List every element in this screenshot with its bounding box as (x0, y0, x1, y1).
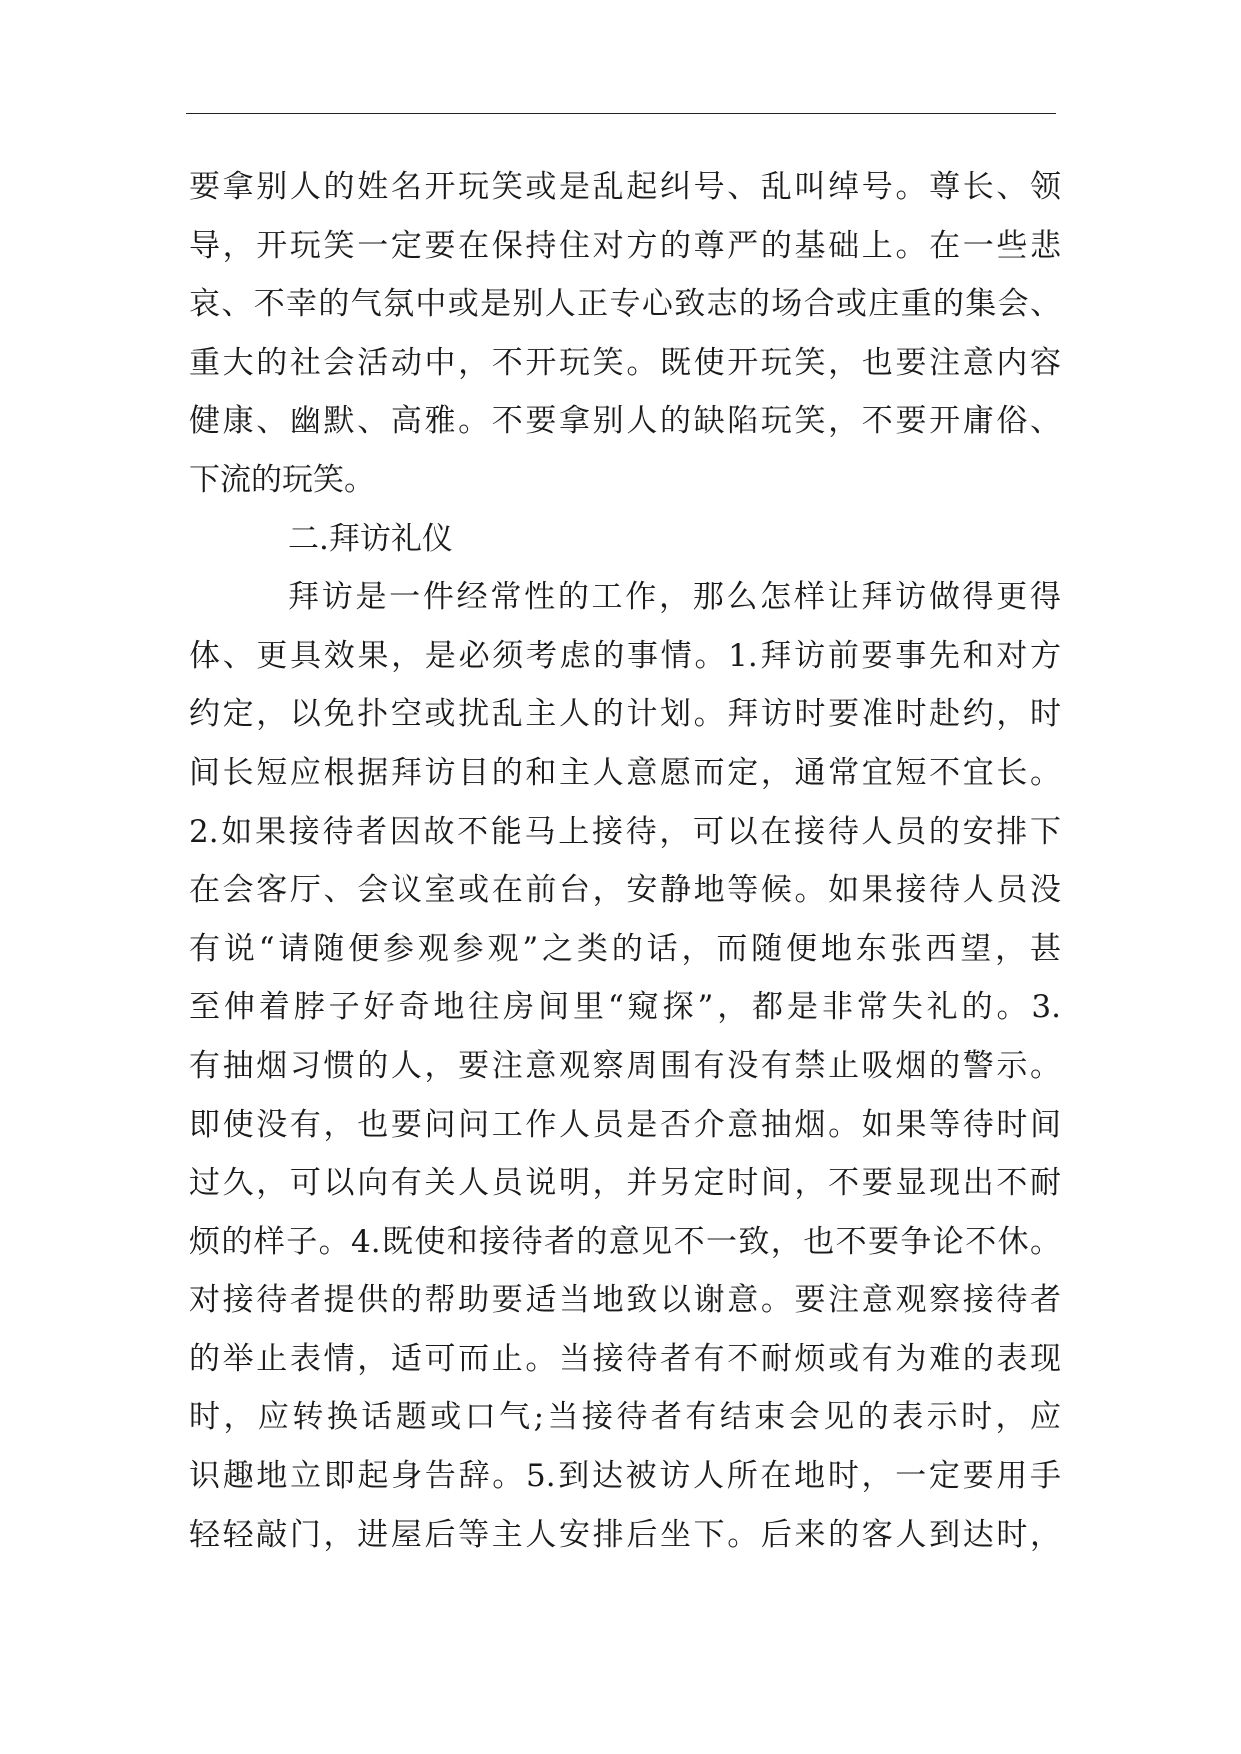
text-line: 烦的样子。4.既使和接待者的意见不一致，也不要争论不休。 (189, 1223, 1061, 1260)
paragraph-visiting-etiquette (189, 568, 1061, 1564)
text-line: 要拿别人的姓名开玩笑或是乱起纠号、乱叫绰号。尊长、领 (189, 169, 1061, 205)
text-line: 时，应转换话题或口气;当接待者有结束会见的表示时，应 (189, 1399, 1061, 1436)
document-body (189, 158, 1061, 1564)
section-heading: 二.拜访礼仪 (288, 520, 453, 557)
text-line: 2.如果接待者因故不能马上接待，可以在接待人员的安排下 (189, 813, 1061, 850)
text-line: 的举止表情，适可而止。当接待者有不耐烦或有为难的表现 (189, 1340, 1061, 1377)
text-line: 即使没有，也要问问工作人员是否介意抽烟。如果等待时间 (189, 1106, 1061, 1143)
text-line: 哀、不幸的气氛中或是别人正专心致志的场合或庄重的集会、 (189, 286, 1061, 323)
text-line: 重大的社会活动中，不开玩笑。既使开玩笑，也要注意内容 (189, 344, 1061, 381)
text-line: 过久，可以向有关人员说明，并另定时间，不要显现出不耐 (189, 1165, 1061, 1202)
text-line: 约定，以免扑空或扰乱主人的计划。拜访时要准时赴约，时 (189, 696, 1061, 733)
text-line: 导，开玩笑一定要在保持住对方的尊严的基础上。在一些悲 (189, 227, 1061, 264)
text-line: 对接待者提供的帮助要适当地致以谢意。要注意观察接待者 (189, 1282, 1061, 1319)
paragraph-etiquette-jokes (189, 158, 1061, 510)
text-line: 下流的玩笑。 (189, 461, 375, 498)
text-line: 间长短应根据拜访目的和主人意愿而定，通常宜短不宜长。 (189, 754, 1061, 791)
text-line: 识趣地立即起身告辞。5.到达被访人所在地时，一定要用手 (189, 1458, 1061, 1495)
text-line: 体、更具效果，是必须考虑的事情。1.拜访前要事先和对方 (189, 637, 1061, 674)
text-line: 有说“请随便参观参观”之类的话，而随便地东张西望，甚 (189, 930, 1061, 967)
text-line: 至伸着脖子好奇地往房间里“窥探”，都是非常失礼的。3. (189, 989, 1061, 1026)
text-line: 在会客厅、会议室或在前台，安静地等候。如果接待人员没 (189, 872, 1061, 909)
text-line: 拜访是一件经常性的工作，那么怎样让拜访做得更得 (288, 579, 1061, 616)
text-line: 健康、幽默、高雅。不要拿别人的缺陷玩笑，不要开庸俗、 (189, 403, 1061, 440)
header-rule (186, 113, 1056, 114)
text-line: 有抽烟习惯的人，要注意观察周围有没有禁止吸烟的警示。 (189, 1047, 1061, 1084)
text-line: 轻轻敲门，进屋后等主人安排后坐下。后来的客人到达时， (189, 1516, 1061, 1553)
